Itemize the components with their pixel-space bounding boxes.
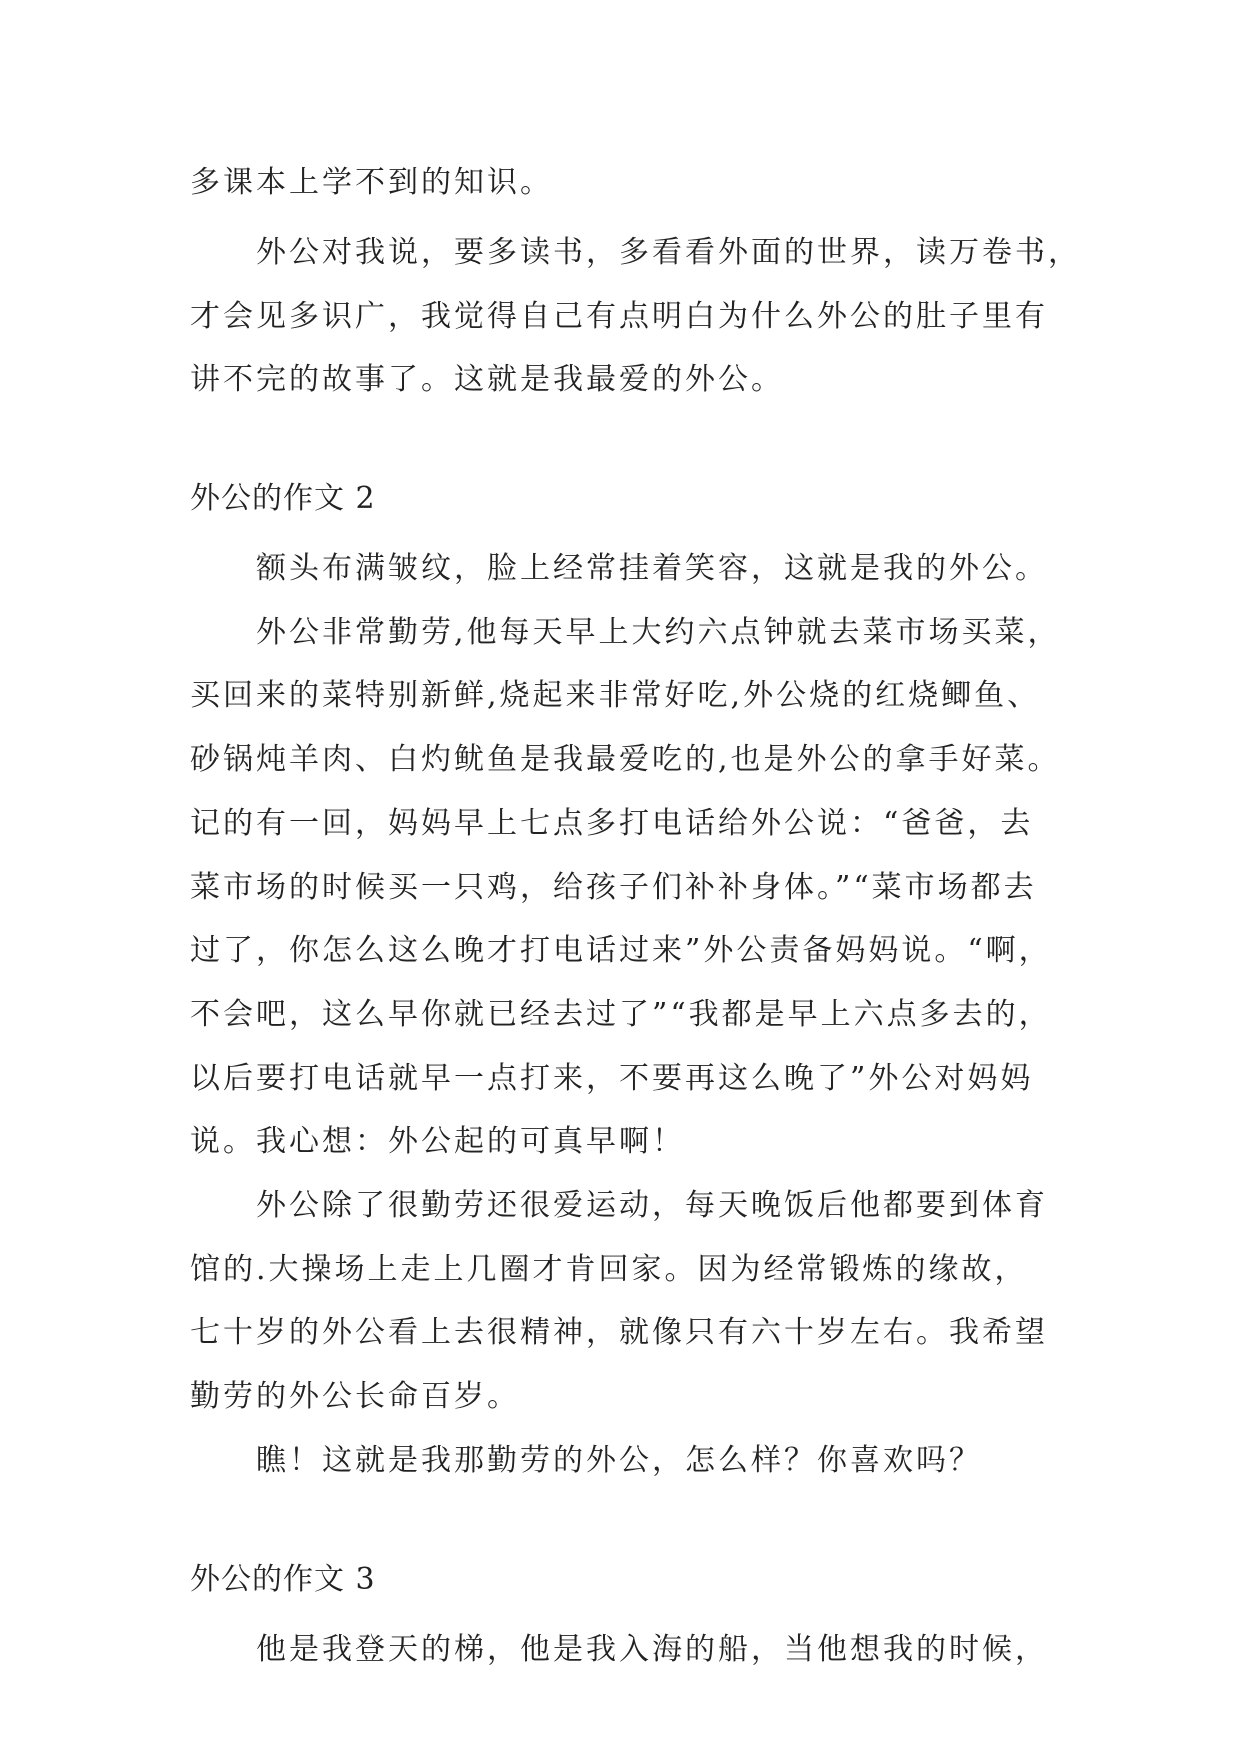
paragraph-line: 过了，你怎么这么晚才打电话过来”外公责备妈妈说。“啊， <box>190 933 1052 968</box>
paragraph-line: 勤劳的外公长命百岁。 <box>190 1379 520 1414</box>
paragraph-line: 瞧！这就是我那勤劳的外公，怎么样？你喜欢吗？ <box>256 1443 982 1478</box>
paragraph-line: 七十岁的外公看上去很精神，就像只有六十岁左右。我希望 <box>190 1315 1048 1350</box>
paragraph-line: 馆的.大操场上走上几圈才肯回家。因为经常锻炼的缘故， <box>190 1252 1028 1287</box>
paragraph-line: 不会吧，这么早你就已经去过了”“我都是早上六点多去的， <box>190 997 1052 1032</box>
paragraph-line: 额头布满皱纹，脸上经常挂着笑容，这就是我的外公。 <box>256 551 1048 586</box>
section-heading: 外公的作文 3 <box>190 1562 376 1597</box>
paragraph-line: 讲不完的故事了。这就是我最爱的外公。 <box>190 362 784 397</box>
paragraph-line: 他是我登天的梯，他是我入海的船，当他想我的时候， <box>256 1632 1048 1667</box>
paragraph-line: 外公对我说，要多读书，多看看外面的世界，读万卷书， <box>256 235 1081 270</box>
paragraph-line: 菜市场的时候买一只鸡，给孩子们补补身体。”“菜市场都去 <box>190 870 1037 905</box>
paragraph-line: 买回来的菜特别新鲜,烧起来非常好吃,外公烧的红烧鲫鱼、 <box>190 678 1041 713</box>
paragraph-line: 记的有一回，妈妈早上七点多打电话给外公说：“爸爸，去 <box>190 806 1034 841</box>
paragraph-line: 砂锅炖羊肉、白灼鱿鱼是我最爱吃的,也是外公的拿手好菜。 <box>190 742 1061 777</box>
section-heading: 外公的作文 2 <box>190 481 376 516</box>
paragraph-line: 多课本上学不到的知识。 <box>190 165 553 200</box>
paragraph-line: 才会见多识广，我觉得自己有点明白为什么外公的肚子里有 <box>190 299 1048 334</box>
paragraph-line: 外公除了很勤劳还很爱运动，每天晚饭后他都要到体育 <box>256 1188 1048 1223</box>
paragraph-line: 以后要打电话就早一点打来，不要再这么晚了”外公对妈妈 <box>190 1061 1034 1096</box>
paragraph-line: 说。我心想：外公起的可真早啊！ <box>190 1124 685 1159</box>
paragraph-line: 外公非常勤劳,他每天早上大约六点钟就去菜市场买菜， <box>256 615 1061 650</box>
